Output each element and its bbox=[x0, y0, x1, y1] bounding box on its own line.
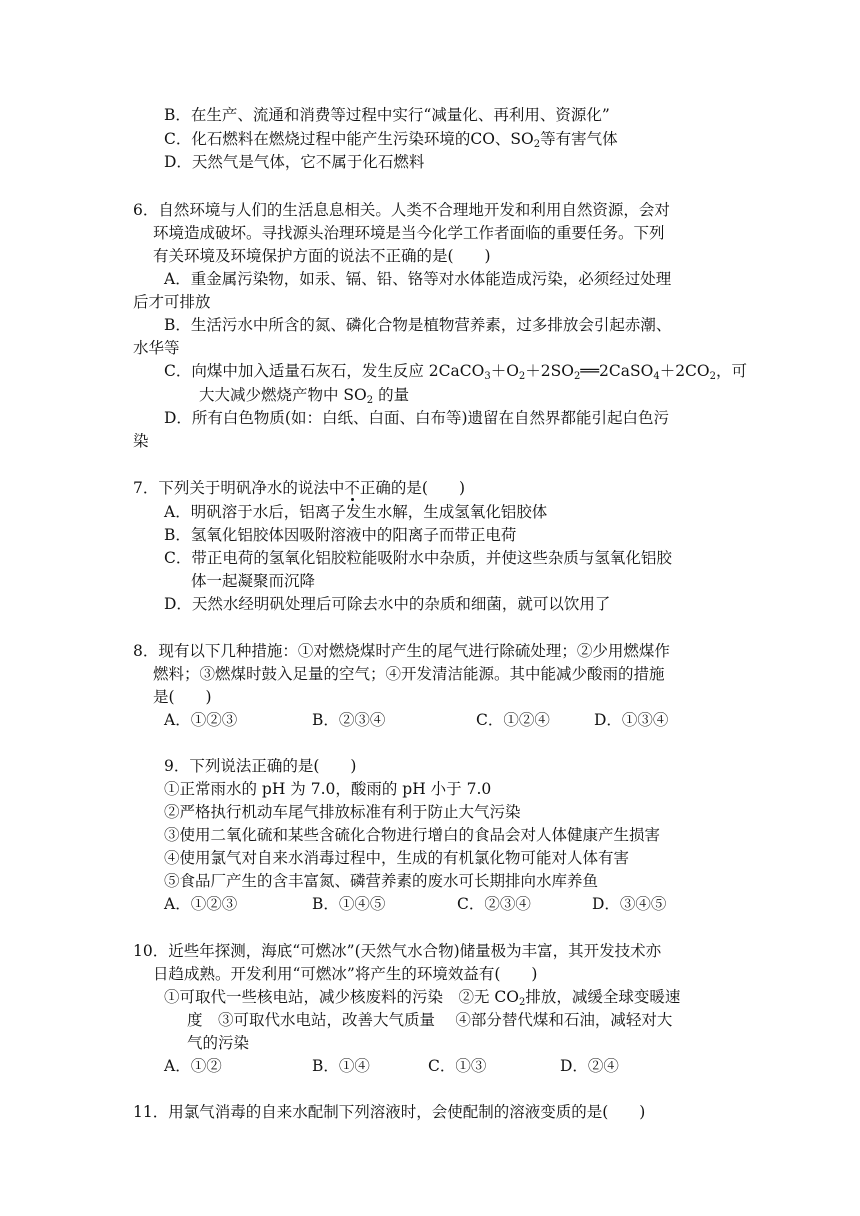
q10-options bbox=[0, 1055, 860, 1077]
q6-option-c: C．向煤中加入适量石灰石，发生反应 $2CaCO_3+O_2+2SO_2══2CaSO_4+2CO_2$，可 bbox=[164, 362, 748, 382]
q10-stem-line-2: 日趋成熟。开发利用“可燃冰”将产生的环境效益有( ) bbox=[153, 965, 538, 983]
q8-options bbox=[0, 709, 860, 731]
q5-option-b: B．在生产、流通和消费等过程中实行“减量化、再利用、资源化” bbox=[164, 106, 610, 124]
q9-options bbox=[0, 893, 860, 915]
q10-statements-line-3: 气的污染 bbox=[187, 1034, 250, 1052]
q10-option-d: D．②④ bbox=[560, 1057, 619, 1075]
q8-stem-line-3: 是( ) bbox=[153, 688, 212, 706]
q8-stem-line-2: 燃料；③燃煤时鼓入足量的空气；④开发清洁能源。其中能减少酸雨的措施 bbox=[153, 665, 665, 683]
q6-option-a: A．重金属污染物，如汞、镉、铅、铬等对水体能造成污染，必须经过处理 bbox=[164, 270, 672, 288]
q8-option-b: B．②③④ bbox=[312, 711, 386, 729]
q10-option-b: B．①④ bbox=[312, 1057, 370, 1075]
q8-option-d: D．①③④ bbox=[594, 711, 669, 729]
q7-option-c-cont: 体一起凝聚而沉降 bbox=[191, 572, 316, 590]
q8-option-a: A．①②③ bbox=[164, 711, 238, 729]
q8-stem-line-1: 8．现有以下几种措施：①对燃烧煤时产生的尾气进行除硫处理；②少用燃煤作 bbox=[133, 642, 670, 660]
q7-option-b: B．氢氧化铝胶体因吸附溶液中的阳离子而带正电荷 bbox=[164, 526, 517, 544]
q9-statement-2: ②严格执行机动车尾气排放标准有利于防止大气污染 bbox=[164, 803, 521, 821]
q9-statement-5: ⑤食品厂产生的含丰富氮、磷营养素的废水可长期排向水库养鱼 bbox=[164, 872, 599, 890]
q7-option-a: A．明矾溶于水后，铝离子发生水解，生成氢氧化铝胶体 bbox=[164, 503, 548, 521]
q6-stem-line-2: 环境造成破坏。寻找源头治理环境是当今化学工作者面临的重要任务。下列 bbox=[153, 224, 665, 242]
q9-option-d: D．③④⑤ bbox=[592, 895, 667, 913]
q10-statements-line-1: ①可取代一些核电站，减少核废料的污染 ②无 $CO_2$排放，减缓全球变暖速 bbox=[164, 988, 681, 1008]
q6-option-d-cont: 染 bbox=[133, 432, 149, 450]
q10-statements-line-2: 度 ③可取代水电站，改善大气质量 ④部分替代煤和石油，减轻对大 bbox=[187, 1011, 673, 1029]
q7-stem: 7．下列关于明矾净水的说法中不正确的是( ) bbox=[133, 479, 465, 497]
q6-stem-line-1: 6．自然环境与人们的生活息息相关。人类不合理地开发和利用自然资源，会对 bbox=[133, 201, 670, 219]
q9-statement-1: ①正常雨水的 pH 为 7.0，酸雨的 pH 小于 7.0 bbox=[164, 780, 492, 798]
q10-stem-line-1: 10．近些年探测，海底“可燃冰”(天然气水合物)储量极为丰富，其开发技术亦 bbox=[133, 942, 662, 960]
q5-option-c: C．化石燃料在燃烧过程中能产生污染环境的CO、$SO_2$等有害气体 bbox=[164, 130, 618, 150]
emphasis-dot-text: 不 bbox=[344, 479, 360, 497]
q10-option-c: C．①③ bbox=[428, 1057, 487, 1075]
q6-option-d: D．所有白色物质(如：白纸、白面、白布等)遗留在自然界都能引起白色污 bbox=[164, 409, 670, 427]
q6-stem-line-3: 有关环境及环境保护方面的说法不正确的是( ) bbox=[153, 247, 491, 265]
q11-stem: 11．用氯气消毒的自来水配制下列溶液时，会使配制的溶液变质的是( ) bbox=[133, 1103, 646, 1121]
q9-statement-3: ③使用二氧化硫和某些含硫化合物进行增白的食品会对人体健康产生损害 bbox=[164, 826, 661, 844]
q6-option-b: B．生活污水中所含的氮、磷化合物是植物营养素，过多排放会引起赤潮、 bbox=[164, 316, 672, 334]
q9-statement-4: ④使用氯气对自来水消毒过程中，生成的有机氯化物可能对人体有害 bbox=[164, 849, 630, 867]
q6-option-c-cont: 大大减少燃烧产物中 $SO_2$ 的量 bbox=[199, 386, 410, 406]
q9-stem: 9．下列说法正确的是( ) bbox=[164, 757, 357, 775]
q9-option-c: C．②③④ bbox=[457, 895, 531, 913]
q8-option-c: C．①②④ bbox=[476, 711, 550, 729]
q7-option-d: D．天然水经明矾处理后可除去水中的杂质和细菌，就可以饮用了 bbox=[164, 595, 611, 613]
q6-option-b-cont: 水华等 bbox=[133, 339, 180, 357]
q6-option-a-cont: 后才可排放 bbox=[133, 293, 211, 311]
q10-option-a: A．①② bbox=[164, 1057, 222, 1075]
q9-option-a: A．①②③ bbox=[164, 895, 238, 913]
q7-option-c: C．带正电荷的氢氧化铝胶粒能吸附水中杂质，并使这些杂质与氢氧化铝胶 bbox=[164, 549, 672, 567]
q9-option-b: B．①④⑤ bbox=[312, 895, 386, 913]
q5-option-d: D．天然气是气体，它不属于化石燃料 bbox=[164, 153, 425, 171]
